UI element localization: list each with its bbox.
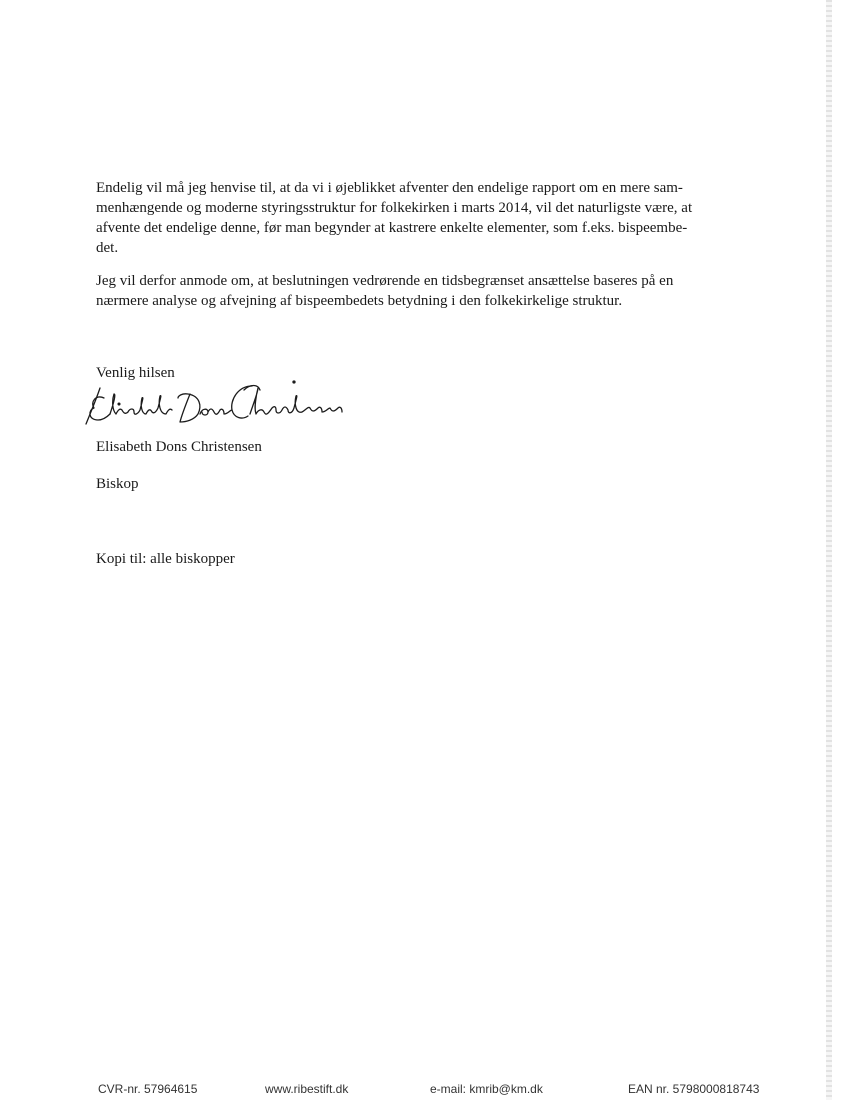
paragraph-1-line: Endelig vil må jeg henvise til, at da vi i øjeblikket afventer den endelige rapport om en mere sam- [96,180,683,196]
paragraph-1-line: det. [96,240,119,256]
signer-title: Biskop [96,476,139,492]
paragraph-2-line: Jeg vil derfor anmode om, at beslutningen vedrørende en tidsbegrænset ansættelse baseres på en [96,273,674,289]
paragraph-2 [96,271,750,311]
paragraph-2-line: nærmere analyse og afvejning af bispeembedets betydning i den folkekirkelige struktur. [96,293,623,309]
footer-ean: EAN nr. 5798000818743 [628,1082,760,1096]
footer-email: e-mail: kmrib@km.dk [430,1082,543,1096]
footer-cvr: CVR-nr. 57964615 [98,1082,198,1096]
handwritten-signature [82,380,347,432]
closing-salutation: Venlig hilsen [96,365,175,381]
paragraph-1-line: afvente det endelige denne, før man begynder at kastrere enkelte elementer, som f.eks. bispeembe- [96,220,688,236]
letter-footer [0,1082,850,1100]
paragraph-1-line: menhængende og moderne styringsstruktur for folkekirken i marts 2014, vil det naturligste være, at [96,200,693,216]
scan-edge [826,0,832,1100]
paragraph-1 [96,178,750,258]
footer-website: www.ribestift.dk [265,1082,349,1096]
signer-name: Elisabeth Dons Christensen [96,439,262,455]
copy-recipients: Kopi til: alle biskopper [96,551,235,567]
